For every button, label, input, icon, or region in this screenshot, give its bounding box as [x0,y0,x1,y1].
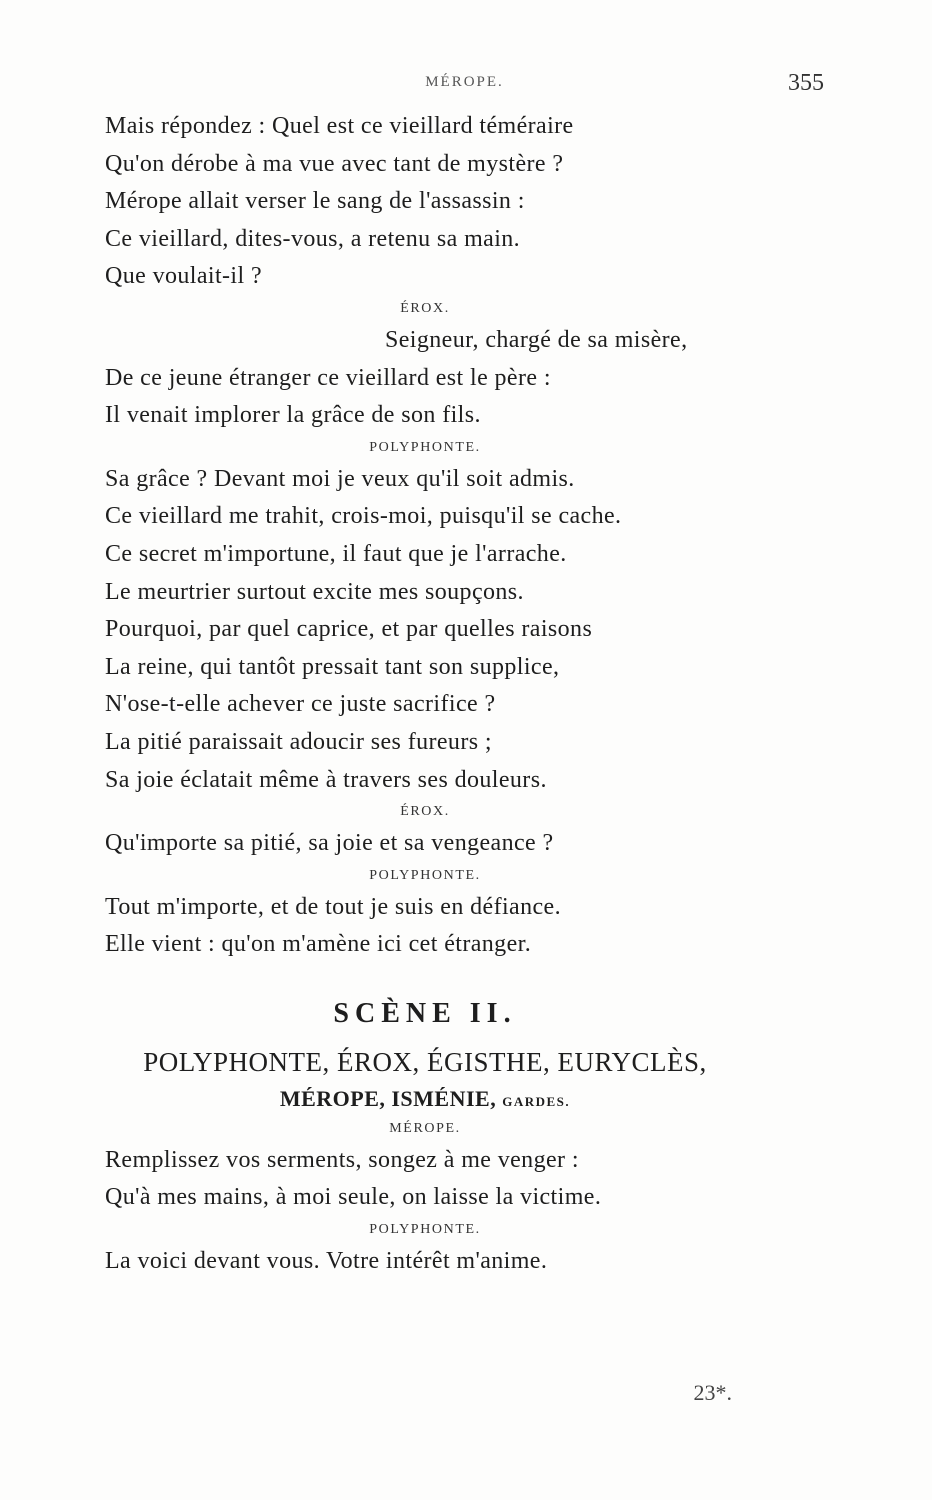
printer-signature: 23*. [693,1380,732,1405]
verse-line: Que voulait-il ? [105,263,263,290]
page-number: 355 [788,70,824,96]
verse-line: Ce vieillard me trahit, crois-moi, puisqu'il se cache. [105,503,622,530]
verse-line: Elle vient : qu'on m'amène ici cet étranger. [105,931,532,958]
scene-title: SCÈNE II. [333,997,517,1029]
verse-line: Ce secret m'importune, il faut que je l'arrache. [105,540,567,567]
speaker-name: MÉROPE. [389,1120,461,1136]
speaker-name: POLYPHONTE. [369,867,481,883]
verse-line: Le meurtrier surtout excite mes soupçons. [105,578,524,605]
verse-line: Il venait implorer la grâce de son fils. [105,402,481,429]
verse-line: Mérope allait verser le sang de l'assassin : [105,188,525,215]
page-header [105,70,824,100]
verse-line: Qu'on dérobe à ma vue avec tant de mystère ? [105,150,564,177]
verse-line: La reine, qui tantôt pressait tant son supplice, [105,653,560,680]
running-head: MÉROPE. [425,74,504,90]
verse-line: Mais répondez : Quel est ce vieillard téméraire [105,113,574,139]
verse-line: Tout m'importe, et de tout je suis en défiance. [105,893,561,920]
verse-line: De ce jeune étranger ce vieillard est le père : [105,364,551,391]
verse-line: Sa joie éclatait même à travers ses douleurs. [105,766,547,793]
verse-line: Seigneur, chargé de sa misère, [385,326,688,353]
verse-line: Qu'à mes mains, à moi seule, on laisse la victime. [105,1184,602,1211]
speaker-name: POLYPHONTE. [369,1222,481,1238]
play-text [105,108,745,1281]
speaker-name: POLYPHONTE. [369,439,481,455]
verse-line: Ce vieillard, dites-vous, a retenu sa main. [105,225,521,252]
verse-line: La pitié paraissait adoucir ses fureurs ; [105,728,492,755]
verse-line: Sa grâce ? Devant moi je veux qu'il soit admis. [105,465,575,492]
speaker-name: ÉROX. [400,300,450,316]
verse-line: Qu'importe sa pitié, sa joie et sa vengeance ? [105,830,554,857]
cast-gardes: GARDES. [502,1093,571,1109]
verse-line: Pourquoi, par quel caprice, et par quelles raisons [105,616,593,643]
verse-line: La voici devant vous. Votre intérêt m'anime. [105,1248,548,1275]
cast-list-line: POLYPHONTE, ÉROX, ÉGISTHE, EURYCLÈS, [143,1046,707,1077]
cast-names: MÉROPE, ISMÉNIE, [279,1085,497,1111]
cast-list-line [105,1082,745,1116]
verse-line: N'ose-t-elle achever ce juste sacrifice ? [105,691,496,718]
verse-line: Remplissez vos serments, songez à me venger : [105,1146,579,1173]
speaker-name: ÉROX. [400,804,450,820]
